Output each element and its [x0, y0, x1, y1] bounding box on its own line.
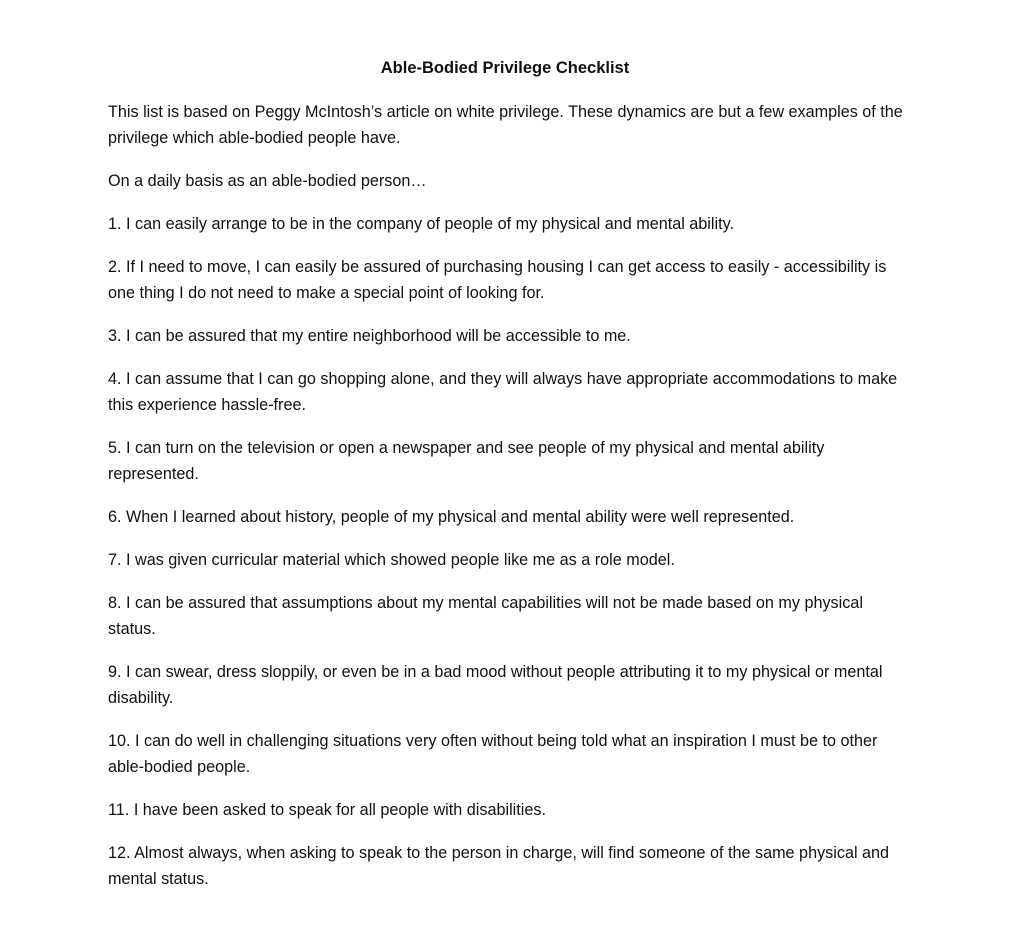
- item-text: I can swear, dress sloppily, or even be in a bad mood without people attributing it to my physical or mental disability.: [108, 663, 883, 707]
- item-text: I can turn on the television or open a newspaper and see people of my physical and mental ability represented.: [108, 439, 825, 483]
- item-text: Almost always, when asking to speak to the person in charge, will find someone of the same physical and mental status.: [108, 844, 890, 888]
- checklist-item: [108, 659, 908, 711]
- checklist-item: [108, 323, 908, 349]
- item-number: 1.: [108, 215, 122, 233]
- item-number: 10.: [108, 732, 131, 750]
- item-number: 8.: [108, 594, 122, 612]
- checklist-item: [108, 435, 908, 487]
- item-text: If I need to move, I can easily be assured of purchasing housing I can get access to easily - accessibility is one thing I do not need to make a special point of looking for.: [108, 258, 887, 302]
- checklist-item: [108, 590, 908, 642]
- item-number: 5.: [108, 439, 122, 457]
- item-number: 6.: [108, 508, 122, 526]
- lead-in-paragraph: On a daily basis as an able-bodied person…: [108, 172, 427, 190]
- item-number: 4.: [108, 370, 122, 388]
- document-body: [108, 99, 908, 909]
- item-number: 9.: [108, 663, 122, 681]
- item-text: I have been asked to speak for all people with disabilities.: [133, 801, 546, 819]
- document-title: Able-Bodied Privilege Checklist: [380, 59, 630, 77]
- checklist-item: [108, 504, 908, 530]
- checklist-item: [108, 728, 908, 780]
- checklist-item: [108, 797, 908, 823]
- item-text: I was given curricular material which showed people like me as a role model.: [126, 551, 675, 569]
- item-text: I can be assured that assumptions about my mental capabilities will not be made based on my physical status.: [108, 594, 863, 638]
- item-text: I can be assured that my entire neighborhood will be accessible to me.: [126, 327, 631, 345]
- checklist: [108, 211, 908, 892]
- checklist-item: [108, 254, 908, 306]
- checklist-item: [108, 547, 908, 573]
- item-number: 7.: [108, 551, 122, 569]
- checklist-item: [108, 366, 908, 418]
- item-text: I can easily arrange to be in the company of people of my physical and mental ability.: [126, 215, 734, 233]
- intro-paragraph: This list is based on Peggy McIntosh’s article on white privilege. These dynamics are but a few examples of the privilege which able-bodied people have.: [108, 103, 903, 147]
- checklist-item: [108, 211, 908, 237]
- item-number: 11.: [108, 801, 130, 819]
- item-number: 3.: [108, 327, 122, 345]
- item-number: 12.: [108, 844, 131, 862]
- item-text: I can do well in challenging situations very often without being told what an inspiration I must be to other able-bodied people.: [108, 732, 878, 776]
- checklist-item: [108, 840, 908, 892]
- item-text: I can assume that I can go shopping alone, and they will always have appropriate accommodations to make this experience hassle-free.: [108, 370, 898, 414]
- item-text: When I learned about history, people of my physical and mental ability were well represented.: [126, 508, 795, 526]
- item-number: 2.: [108, 258, 122, 276]
